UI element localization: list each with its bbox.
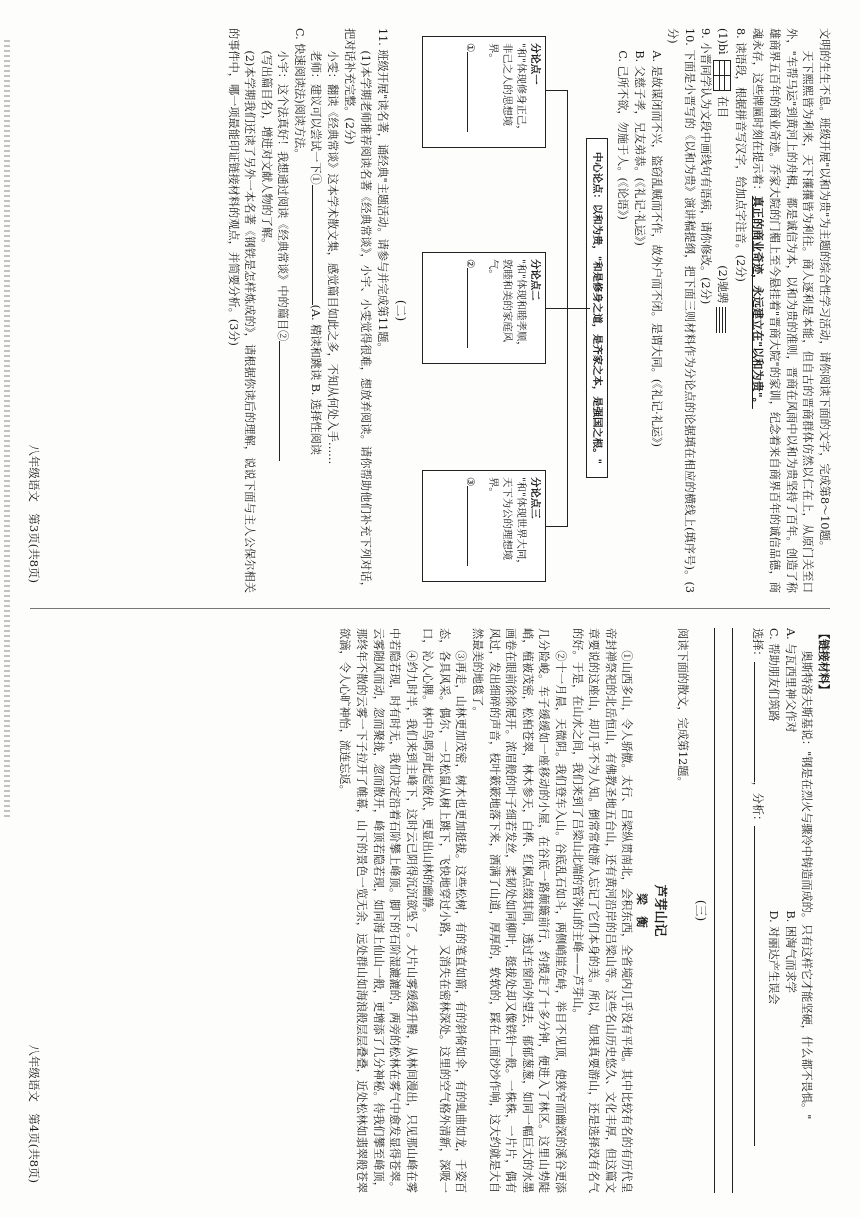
page-footer: 八年级语文 第4页(共8页) bbox=[27, 1044, 41, 1183]
intro-text: 文明的生生不息。班级开展"以和为贵"为主题的综合性学习活动，请你阅读下面的文字，完成第8～10题。 bbox=[818, 28, 831, 552]
essay-paragraph-2: ②十一月晨，天微阴。我们登车入山。谷底乱石如斗，两侧峭崖危峙，举目不见顶，使狭窄而幽深的溪谷更添几分险峻。车子缓缓如一座移动的小屋，在谷底一路颠簸前行，约摸走了十多分钟，便进入了林区。这里山势陡峭，植被茂密，松柏苍翠，林木参天，白桦、红枫点缀其间，透过车窗向外望去，郁郁葱葱，如同一幅巨大的水墨画卷在眼前徐徐展开。浓眉般的叶子细若发丝，柔韧处如同柳叶，挺拔处却又像铁针一般。一株株，一片片，偶有风过，发出细碎的声音，枝叶簌簌地落下来，洒满了山道，厚厚的，软软的，踩在上面沙沙作响，这大约就是大自然最美的地毯了。 bbox=[471, 628, 568, 1193]
page-4 bbox=[26, 628, 832, 1193]
connector bbox=[568, 308, 590, 309]
dialog-line bbox=[274, 28, 291, 593]
page-3 bbox=[26, 28, 832, 593]
sub-point-box-2 bbox=[422, 252, 546, 364]
pinyin-write-lines[interactable] bbox=[716, 307, 728, 333]
sub-point-head: 分论点三 bbox=[528, 477, 541, 519]
sub-point-body: "和"体现和睦孝顺，敦睦和美的家庭风气。 bbox=[486, 259, 527, 352]
page-divider bbox=[30, 608, 830, 609]
section-2-heading: (二) bbox=[393, 299, 408, 322]
answer-line bbox=[748, 628, 765, 1193]
q10-option-a: A. 是故谋闭而不兴，盗窃乱贼而不作，故外户而不闭。是谓大同。(《礼记·礼运》) bbox=[649, 50, 663, 448]
question-11-1: (1)本学期老师推荐阅读名著《经典常谈》，小宇、小雯觉得很难，想放弃阅读。请你帮助他们补充下列对话，把对话补充完整。(2分) bbox=[342, 28, 373, 593]
question-11-2: (2)本学期我们还读了另外一本名著《钢铁是怎样炼成的》，请根据你读后的理解，说说下面与主人公保尔相关的事件中，哪一项最能印证链接材料的观点，并简要分析。(3分) bbox=[226, 28, 257, 593]
sub-point-head: 分论点二 bbox=[528, 259, 541, 301]
outline-diagram bbox=[414, 28, 610, 593]
sub-point-body: "和"体现世界大同，天下为公的理想境界。 bbox=[486, 477, 527, 570]
option-b[interactable]: B. 困淘气而求学 bbox=[783, 910, 797, 993]
dialog-options: (A. 精读和跳读 B. 选择性阅读 bbox=[309, 304, 323, 455]
connector bbox=[546, 526, 568, 527]
dialog-line: 小雯：翻读《经典常谈》这本学术散文集，感觉篇目如此之多，不知从何处入手…… bbox=[326, 50, 340, 465]
page-footer: 八年级语文 第3页(共8页) bbox=[27, 444, 41, 583]
sub-point-box-1 bbox=[422, 36, 546, 148]
answer-blank[interactable] bbox=[279, 341, 290, 461]
center-argument-box: 中心论点：以和为贵，"和是修身之道，是齐家之本，是强国之根。" bbox=[586, 138, 608, 478]
sub-point-num: ③ bbox=[463, 477, 476, 487]
passage-text bbox=[748, 28, 815, 593]
answer-blank[interactable] bbox=[467, 486, 478, 566]
writing-line[interactable] bbox=[732, 628, 748, 1193]
question-9: 9. 小晋同学认为文段中画线句有语病，请你修改。(2分) bbox=[699, 28, 713, 305]
sub-point-body: "和"体现修身正己，非己之人的思想境界。 bbox=[486, 43, 527, 136]
analyze-label: ，分析： bbox=[750, 781, 764, 827]
q8-item-1-suffix: 在目 bbox=[716, 95, 730, 119]
essay-author: 梁 衡 bbox=[635, 893, 650, 928]
q11-2-options bbox=[765, 628, 798, 1193]
dialog-line bbox=[307, 28, 324, 593]
question-10: 10. 下面是小晋写的《以和为贵》演讲稿提纲，把下面三则材料作为分论点的论据填在相应的横线上(填序号)。(3分) bbox=[666, 28, 696, 593]
option-d[interactable]: D. 对丽达产生误会 bbox=[767, 910, 781, 1005]
sub-point-num: ② bbox=[463, 259, 476, 269]
essay-paragraph-3: ③再走，山林更加茂密，树木也更加挺拔。这些松树，有的笔直如箭，有的斜倚如伞，有的虬曲如龙，千姿百态，各具风采。偶尔，一只松鼠从树上跳下，飞快地穿过小路，又消失在密林深处。这里的空气格外清新，深吸一口，沁人心脾。林中鸟鸣声此起彼伏，更显出山林的幽静。 bbox=[421, 628, 468, 1193]
answer-blank[interactable] bbox=[313, 185, 324, 305]
analysis-blank[interactable] bbox=[754, 826, 765, 1146]
sub-point-box-3 bbox=[422, 470, 546, 582]
q10-option-c: C. 己所不欲，勿施于人。(《论语》) bbox=[616, 50, 630, 220]
pinyin-answer-box[interactable] bbox=[713, 60, 731, 90]
option-a[interactable]: A. 与瓦西里神父作对 bbox=[783, 628, 797, 733]
passage-underlined: 真正的商业奇迹，永远建立在"以和为贵"。 bbox=[750, 195, 765, 409]
dialog-student: 小宇：这个法真好！我想通过阅读《经典常谈》中的篇目② bbox=[276, 50, 290, 342]
section-3-heading: (三) bbox=[694, 899, 709, 922]
dialog-line: C. 快速阅读法)阅读方法。 bbox=[292, 28, 306, 160]
question-8: 8. 读语段，根据拼音写汉字，给加点字注音。(2分) bbox=[734, 28, 748, 282]
q10-option-b: B. 父慈子孝，兄友弟恭。(《礼记·礼运》) bbox=[633, 50, 647, 246]
option-c[interactable]: C. 帮助朋友们筑路 bbox=[767, 628, 781, 722]
writing-line[interactable] bbox=[714, 628, 730, 1193]
link-material bbox=[814, 628, 832, 1193]
choose-label: 选择： bbox=[750, 628, 764, 662]
answer-blank[interactable] bbox=[467, 52, 478, 132]
dialog-line: (写出篇目名)，增进对文献人物的了解。 bbox=[259, 50, 273, 250]
passage-body: 天下熙熙皆为利来，天下攘攘皆为利往。商人逐利是本能，但自古的晋商群体仿然以仁在上，从原门关至口外，"车帮马运"到黄河上的舟楫，都是诚信为本，以和为贵的准则，晋商在风雨中以和为贵坚持了百年。创造了称雄商界五百年的商业奇迹。乔家大院的门楣上至今悬挂着"晋商大院"的家训，纪念着来自商界百年的诚信品德，商魂永存，这些牌匾时刻在提示着： bbox=[750, 28, 815, 593]
question-8-items bbox=[713, 28, 731, 593]
connector bbox=[546, 308, 568, 309]
connector bbox=[546, 90, 568, 91]
link-material-title: 【链接材料】 bbox=[817, 628, 831, 696]
sub-point-num: ① bbox=[463, 43, 476, 53]
q8-item-1: (1)bì bbox=[716, 28, 730, 55]
answer-blank[interactable] bbox=[467, 268, 478, 348]
essay-paragraph-1: ①山西多山，令人骄傲。太行、吕梁纵贯南北，会积东西，全省境内几乎没有平地。其中比较有名的有历代皇帝封禅祭祀的北岳恒山，有佛教圣地五台山，还有黄河沿岸的吕梁山等。这些名山历史悠久、文化丰厚，但这篇文章要说的这座山，却几乎不为人知。倒常常使游人忘记了它们本身的美。所以，如果真要游山，还是选择没有名气的好。于是，在山水之间，我们来到了吕梁山北端的管涔山的主峰——芦芽山。 bbox=[570, 628, 634, 1193]
essay-paragraph-4: ④约九时半，我们来到主峰下，这时云已阴得沉沉欲坠了。大片山雾缓缓升腾，从林间漫出，只见那山峰在雾中若隐若现，时有时无，我们决定沿着石阶攀上峰顶。脚下的石阶湿漉漉的，两旁的松林在雾气中愈发显得苍翠。云雾随风而动，忽而聚拢，忽而散开，峰顶若隐若现，如同海上仙山一般，更增添了几分神秘。待我们攀至峰顶，那终年不散的云雾一下子拉开了帷幕，山下的景色一览无余，远处群山如海浪般层层叠叠，近处松林如翡翠般苍翠欲滴，令人心旷神怡，流连忘返。 bbox=[338, 628, 418, 1193]
q8-item-2: (2)驰骋 bbox=[716, 265, 730, 304]
sub-point-head: 分论点一 bbox=[528, 43, 541, 85]
link-material-text: 奥斯特洛夫斯基说："钢是在烈火与骤冷中铸造而成的。只有这样它才能坚硬，什么都不畏惧。" bbox=[800, 650, 814, 1120]
choice-blank[interactable] bbox=[754, 662, 765, 782]
essay-title: 芦芽山记 bbox=[652, 884, 668, 937]
question-11: 11. 班级开展"读名著，诵经典"主题活动。请参与并完成第11题。 bbox=[375, 28, 389, 354]
dialog-teacher: 老师：建议可以尝试一下① bbox=[309, 50, 323, 185]
reading-intro: 阅读下面的散文，完成第12题。 bbox=[676, 628, 690, 788]
